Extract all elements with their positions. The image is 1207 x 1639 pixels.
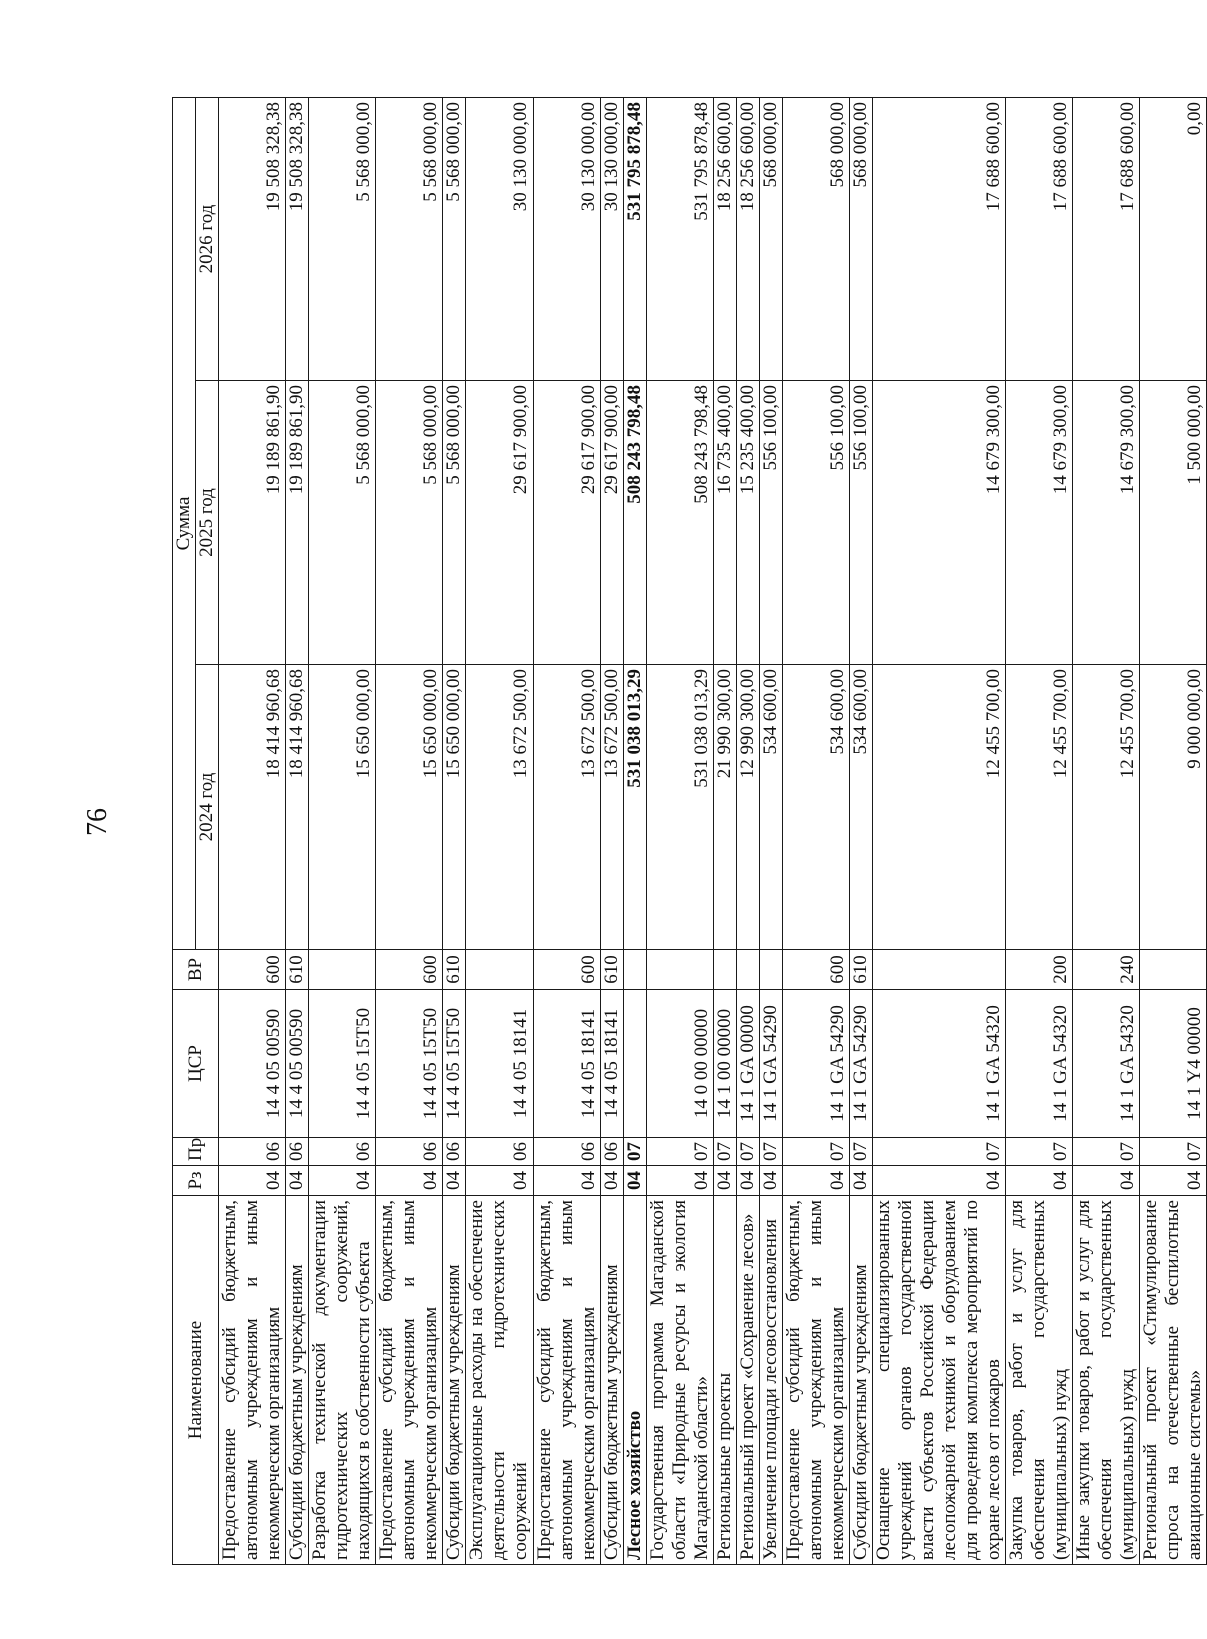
row-rz: 04 xyxy=(219,1166,286,1196)
row-csr: 14 4 05 15Т50 xyxy=(309,990,376,1138)
row-amount-2025: 5 568 000,00 xyxy=(443,381,466,665)
row-vr: 600 xyxy=(533,950,600,990)
row-pr: 07 xyxy=(849,1138,872,1166)
row-vr xyxy=(713,950,736,990)
row-vr xyxy=(623,950,646,990)
rotated-page-content xyxy=(172,98,1206,1565)
header-year-2024: 2024 год xyxy=(196,665,219,950)
row-amount-2024: 12 990 300,00 xyxy=(736,665,759,950)
row-amount-2026: 5 568 000,00 xyxy=(443,98,466,381)
row-name: Предоставление субсидий бюджетным, автономным учреждениям и иным некоммерческим организациям xyxy=(533,1196,600,1565)
row-name: Субсидии бюджетным учреждениям xyxy=(849,1196,872,1565)
table-row xyxy=(759,98,782,1565)
table-row xyxy=(533,98,600,1565)
row-csr: 14 4 05 15Т50 xyxy=(376,990,443,1138)
row-amount-2025: 556 100,00 xyxy=(849,381,872,665)
row-vr xyxy=(872,950,1005,990)
row-csr: 14 4 05 18141 xyxy=(466,990,533,1138)
row-rz: 04 xyxy=(1073,1166,1140,1196)
row-amount-2025: 29 617 900,00 xyxy=(533,381,600,665)
table-row xyxy=(309,98,376,1565)
row-csr xyxy=(623,990,646,1138)
row-vr xyxy=(736,950,759,990)
row-name: Разработка технической документации гидротехнических сооружений, находящихся в собственности субъекта xyxy=(309,1196,376,1565)
row-name: Лесное хозяйство xyxy=(623,1196,646,1565)
row-pr: 07 xyxy=(1140,1138,1207,1166)
row-pr: 07 xyxy=(782,1138,849,1166)
row-amount-2025: 5 568 000,00 xyxy=(376,381,443,665)
row-rz: 04 xyxy=(1140,1166,1207,1196)
row-name: Субсидии бюджетным учреждениям xyxy=(600,1196,623,1565)
row-amount-2025: 508 243 798,48 xyxy=(646,381,713,665)
table-row xyxy=(600,98,623,1565)
table-row xyxy=(849,98,872,1565)
row-name: Государственная программа Магаданской области «Природные ресурсы и экология Магаданской области» xyxy=(646,1196,713,1565)
table-row xyxy=(872,98,1005,1565)
row-rz: 04 xyxy=(849,1166,872,1196)
table-row xyxy=(736,98,759,1565)
row-pr: 07 xyxy=(759,1138,782,1166)
row-rz: 04 xyxy=(646,1166,713,1196)
row-amount-2026: 5 568 000,00 xyxy=(309,98,376,381)
row-pr: 07 xyxy=(1073,1138,1140,1166)
row-amount-2025: 29 617 900,00 xyxy=(600,381,623,665)
row-csr: 14 1 Y4 00000 xyxy=(1140,990,1207,1138)
row-amount-2024: 534 600,00 xyxy=(849,665,872,950)
table-row xyxy=(646,98,713,1565)
row-csr: 14 1 GA 00000 xyxy=(736,990,759,1138)
table-row xyxy=(623,98,646,1565)
row-pr: 06 xyxy=(376,1138,443,1166)
row-amount-2024: 9 000 000,00 xyxy=(1140,665,1207,950)
row-csr: 14 1 GA 54290 xyxy=(782,990,849,1138)
row-name: Увеличение площади лесовосстановления xyxy=(759,1196,782,1565)
row-amount-2025: 5 568 000,00 xyxy=(309,381,376,665)
row-pr: 06 xyxy=(600,1138,623,1166)
row-amount-2025: 1 500 000,00 xyxy=(1140,381,1207,665)
row-amount-2024: 18 414 960,68 xyxy=(286,665,309,950)
row-rz: 04 xyxy=(623,1166,646,1196)
row-rz: 04 xyxy=(782,1166,849,1196)
header-year-2026: 2026 год xyxy=(196,98,219,381)
row-csr: 14 4 05 15Т50 xyxy=(443,990,466,1138)
row-name: Региональный проект «Сохранение лесов» xyxy=(736,1196,759,1565)
row-amount-2025: 508 243 798,48 xyxy=(623,381,646,665)
row-amount-2026: 18 256 600,00 xyxy=(713,98,736,381)
row-name: Эксплуатационные расходы на обеспечение деятельности гидротехнических сооружений xyxy=(466,1196,533,1565)
row-amount-2024: 534 600,00 xyxy=(782,665,849,950)
row-rz: 04 xyxy=(600,1166,623,1196)
row-amount-2025: 556 100,00 xyxy=(782,381,849,665)
row-vr: 200 xyxy=(1006,950,1073,990)
table-body xyxy=(219,98,1207,1565)
row-amount-2026: 19 508 328,38 xyxy=(286,98,309,381)
row-vr xyxy=(646,950,713,990)
table-row xyxy=(1140,98,1207,1565)
row-name: Предоставление субсидий бюджетным, автономным учреждениям и иным некоммерческим организациям xyxy=(219,1196,286,1565)
table-row xyxy=(1073,98,1140,1565)
row-name: Иные закупки товаров, работ и услуг для обеспечения государственных (муниципальных) нужд xyxy=(1073,1196,1140,1565)
row-pr: 06 xyxy=(309,1138,376,1166)
table-row xyxy=(713,98,736,1565)
row-amount-2026: 17 688 600,00 xyxy=(1073,98,1140,381)
row-amount-2024: 12 455 700,00 xyxy=(1006,665,1073,950)
row-rz: 04 xyxy=(713,1166,736,1196)
row-amount-2026: 17 688 600,00 xyxy=(1006,98,1073,381)
row-vr: 240 xyxy=(1073,950,1140,990)
row-vr: 600 xyxy=(782,950,849,990)
row-csr: 14 1 GA 54320 xyxy=(1006,990,1073,1138)
table-row xyxy=(376,98,443,1565)
row-amount-2026: 568 000,00 xyxy=(782,98,849,381)
row-name: Предоставление субсидий бюджетным, автономным учреждениям и иным некоммерческим организациям xyxy=(782,1196,849,1565)
row-amount-2024: 12 455 700,00 xyxy=(1073,665,1140,950)
row-rz: 04 xyxy=(736,1166,759,1196)
row-rz: 04 xyxy=(286,1166,309,1196)
row-pr: 06 xyxy=(443,1138,466,1166)
row-csr: 14 1 GA 54320 xyxy=(872,990,1005,1138)
header-name: Наименование xyxy=(173,1196,219,1565)
row-amount-2024: 15 650 000,00 xyxy=(443,665,466,950)
row-rz: 04 xyxy=(872,1166,1005,1196)
row-csr: 14 4 05 00590 xyxy=(219,990,286,1138)
row-csr: 14 4 05 18141 xyxy=(533,990,600,1138)
row-vr: 600 xyxy=(219,950,286,990)
row-csr: 14 1 GA 54290 xyxy=(849,990,872,1138)
row-amount-2025: 19 189 861,90 xyxy=(286,381,309,665)
row-amount-2025: 14 679 300,00 xyxy=(872,381,1005,665)
row-pr: 06 xyxy=(466,1138,533,1166)
row-pr: 07 xyxy=(646,1138,713,1166)
row-rz: 04 xyxy=(759,1166,782,1196)
row-csr: 14 1 00 00000 xyxy=(713,990,736,1138)
row-amount-2024: 531 038 013,29 xyxy=(646,665,713,950)
budget-table xyxy=(172,97,1207,1565)
row-vr xyxy=(309,950,376,990)
header-pr: Пр xyxy=(173,1138,219,1166)
row-amount-2026: 568 000,00 xyxy=(759,98,782,381)
row-csr: 14 4 05 00590 xyxy=(286,990,309,1138)
row-amount-2024: 15 650 000,00 xyxy=(309,665,376,950)
row-pr: 07 xyxy=(872,1138,1005,1166)
row-vr xyxy=(1140,950,1207,990)
table-row xyxy=(443,98,466,1565)
row-amount-2026: 18 256 600,00 xyxy=(736,98,759,381)
row-rz: 04 xyxy=(443,1166,466,1196)
row-pr: 07 xyxy=(713,1138,736,1166)
row-vr: 600 xyxy=(376,950,443,990)
row-vr xyxy=(466,950,533,990)
row-pr: 07 xyxy=(623,1138,646,1166)
row-amount-2024: 13 672 500,00 xyxy=(600,665,623,950)
table-row xyxy=(782,98,849,1565)
row-pr: 06 xyxy=(286,1138,309,1166)
table-row xyxy=(286,98,309,1565)
header-csr: ЦСР xyxy=(173,990,219,1138)
row-amount-2024: 13 672 500,00 xyxy=(533,665,600,950)
row-rz: 04 xyxy=(533,1166,600,1196)
row-amount-2025: 14 679 300,00 xyxy=(1073,381,1140,665)
row-pr: 07 xyxy=(736,1138,759,1166)
row-amount-2024: 12 455 700,00 xyxy=(872,665,1005,950)
row-pr: 06 xyxy=(533,1138,600,1166)
row-amount-2026: 0,00 xyxy=(1140,98,1207,381)
row-csr: 14 0 00 00000 xyxy=(646,990,713,1138)
row-vr xyxy=(759,950,782,990)
row-name: Субсидии бюджетным учреждениям xyxy=(443,1196,466,1565)
row-csr: 14 1 GA 54290 xyxy=(759,990,782,1138)
row-amount-2025: 16 735 400,00 xyxy=(713,381,736,665)
table-row xyxy=(466,98,533,1565)
row-vr: 610 xyxy=(849,950,872,990)
header-rz: Рз xyxy=(173,1166,219,1196)
row-vr: 610 xyxy=(443,950,466,990)
row-rz: 04 xyxy=(466,1166,533,1196)
page-number: 76 xyxy=(82,808,113,836)
row-vr: 610 xyxy=(286,950,309,990)
row-amount-2026: 30 130 000,00 xyxy=(533,98,600,381)
row-name: Субсидии бюджетным учреждениям xyxy=(286,1196,309,1565)
row-rz: 04 xyxy=(1006,1166,1073,1196)
row-pr: 06 xyxy=(219,1138,286,1166)
row-amount-2026: 568 000,00 xyxy=(849,98,872,381)
table-row xyxy=(1006,98,1073,1565)
row-amount-2026: 531 795 878,48 xyxy=(623,98,646,381)
row-amount-2026: 17 688 600,00 xyxy=(872,98,1005,381)
table-row xyxy=(219,98,286,1565)
row-amount-2024: 13 672 500,00 xyxy=(466,665,533,950)
row-rz: 04 xyxy=(309,1166,376,1196)
row-amount-2025: 14 679 300,00 xyxy=(1006,381,1073,665)
row-amount-2026: 30 130 000,00 xyxy=(466,98,533,381)
row-amount-2024: 531 038 013,29 xyxy=(623,665,646,950)
row-amount-2026: 30 130 000,00 xyxy=(600,98,623,381)
row-name: Оснащение специализированных учреждений органов государственной власти субъектов Российской Федерации лесопожарной техникой и оборудованием для проведения комплекса мероприятий по охране лесов от пожаров xyxy=(872,1196,1005,1565)
header-sum: Сумма xyxy=(173,98,196,950)
row-amount-2026: 531 795 878,48 xyxy=(646,98,713,381)
row-amount-2025: 15 235 400,00 xyxy=(736,381,759,665)
row-amount-2025: 556 100,00 xyxy=(759,381,782,665)
row-rz: 04 xyxy=(376,1166,443,1196)
row-amount-2024: 15 650 000,00 xyxy=(376,665,443,950)
row-amount-2025: 29 617 900,00 xyxy=(466,381,533,665)
row-name: Предоставление субсидий бюджетным, автономным учреждениям и иным некоммерческим организациям xyxy=(376,1196,443,1565)
row-amount-2025: 19 189 861,90 xyxy=(219,381,286,665)
row-name: Региональные проекты xyxy=(713,1196,736,1565)
row-name: Региональный проект «Стимулирование спроса на отечественные беспилотные авиационные системы» xyxy=(1140,1196,1207,1565)
row-amount-2026: 5 568 000,00 xyxy=(376,98,443,381)
header-vr: ВР xyxy=(173,950,219,990)
row-amount-2024: 18 414 960,68 xyxy=(219,665,286,950)
row-amount-2024: 534 600,00 xyxy=(759,665,782,950)
row-amount-2024: 21 990 300,00 xyxy=(713,665,736,950)
row-vr: 610 xyxy=(600,950,623,990)
row-amount-2026: 19 508 328,38 xyxy=(219,98,286,381)
row-csr: 14 1 GA 54320 xyxy=(1073,990,1140,1138)
header-year-2025: 2025 год xyxy=(196,381,219,665)
row-pr: 07 xyxy=(1006,1138,1073,1166)
row-name: Закупка товаров, работ и услуг для обеспечения государственных (муниципальных) нужд xyxy=(1006,1196,1073,1565)
row-csr: 14 4 05 18141 xyxy=(600,990,623,1138)
